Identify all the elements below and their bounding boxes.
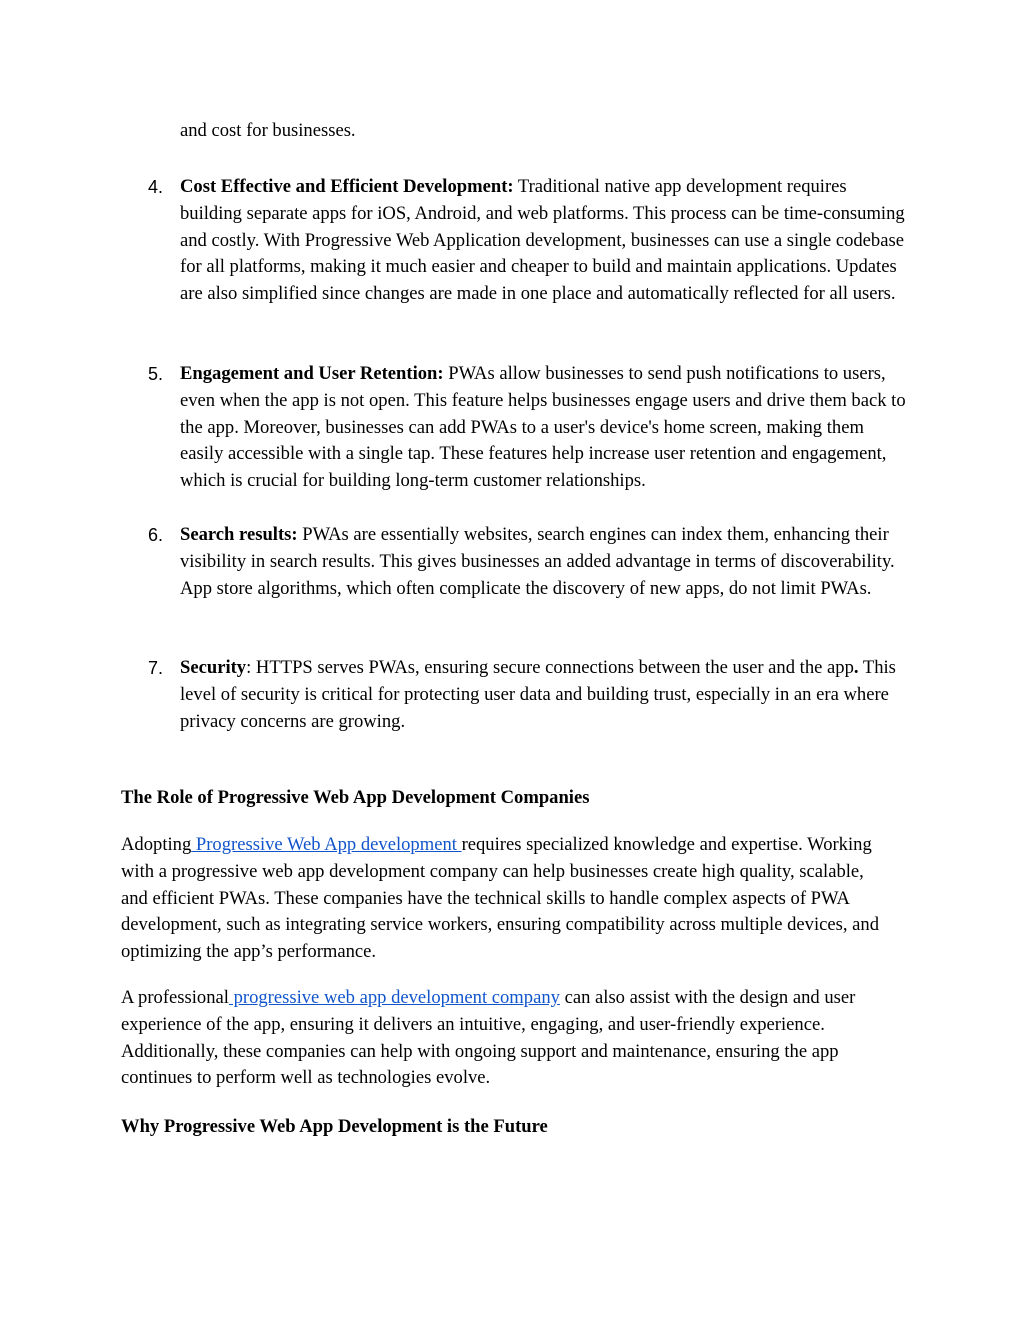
list-item-text: PWAs allow businesses to send push notifications to users, even when the app is not open. This feature helps businesses engage users and drive them back to the app. Moreover, businesses can add PWAs to a user's device's home screen, making them easily accessible with a single tap. These features help increase user retention and engagement, which is crucial for building long-term customer relationships.	[180, 363, 906, 492]
list-item-title: Security	[180, 657, 247, 678]
list-item-title: Cost Effective and Efficient Development:	[180, 176, 514, 197]
pwa-development-link[interactable]: Progressive Web App development	[191, 834, 462, 855]
paragraph-text: Adopting	[121, 834, 192, 855]
list-item-text: Traditional native app development requires building separate apps for iOS, Android, and web platforms. This process can be time-consuming and costly. With Progressive Web Application development, businesses can use a single codebase for all platforms, making it much easier and cheaper to build and maintain applications. Updates are also simplified since changes are made in one place and automatically reflected for all users.	[180, 176, 905, 305]
section-heading-role: The Role of Progressive Web App Development Companies	[121, 787, 590, 808]
paragraph-adopting	[121, 832, 881, 966]
continuation-text: and cost for businesses.	[180, 120, 356, 141]
list-item-title: Search results:	[180, 524, 298, 545]
list-item-text: : HTTPS serves PWAs, ensuring secure connections between the user and the app	[246, 657, 854, 678]
list-item-body	[180, 522, 910, 602]
section-heading-future: Why Progressive Web App Development is the Future	[121, 1116, 548, 1137]
list-number: 7.	[148, 658, 164, 678]
list-item-body	[180, 655, 910, 735]
list-item-period: .	[853, 657, 859, 678]
pwa-company-link[interactable]: progressive web app development company	[228, 987, 560, 1008]
list-item-text: PWAs are essentially websites, search engines can index them, enhancing their visibility in search results. This gives businesses an added advantage in terms of discoverability. App store algorithms, which often complicate the discovery of new apps, do not limit PWAs.	[180, 524, 895, 599]
paragraph-text: A professional	[121, 987, 229, 1008]
list-item-body	[180, 174, 910, 308]
paragraph-text: can also assist with the design and user experience of the app, ensuring it delivers an intuitive, engaging, and user-friendly experience. Additionally, these companies can help with ongoing support and maintenance, ensuring the app continues to perform well as technologies evolve.	[121, 987, 856, 1089]
paragraph-text: requires specialized knowledge and expertise. Working with a progressive web app development company can help businesses create high quality, scalable, and efficient PWAs. These companies have the technical skills to handle complex aspects of PWA development, such as integrating service workers, ensuring compatibility across multiple devices, and optimizing the app’s performance.	[121, 834, 880, 963]
list-item-body	[180, 361, 910, 495]
list-number: 4.	[148, 177, 164, 197]
list-number: 5.	[148, 364, 164, 384]
list-item-title: Engagement and User Retention:	[180, 363, 444, 384]
paragraph-professional	[121, 985, 881, 1092]
list-number: 6.	[148, 525, 164, 545]
list-item-text: This level of security is critical for protecting user data and building trust, especially in an era where privacy concerns are growing.	[180, 657, 896, 732]
